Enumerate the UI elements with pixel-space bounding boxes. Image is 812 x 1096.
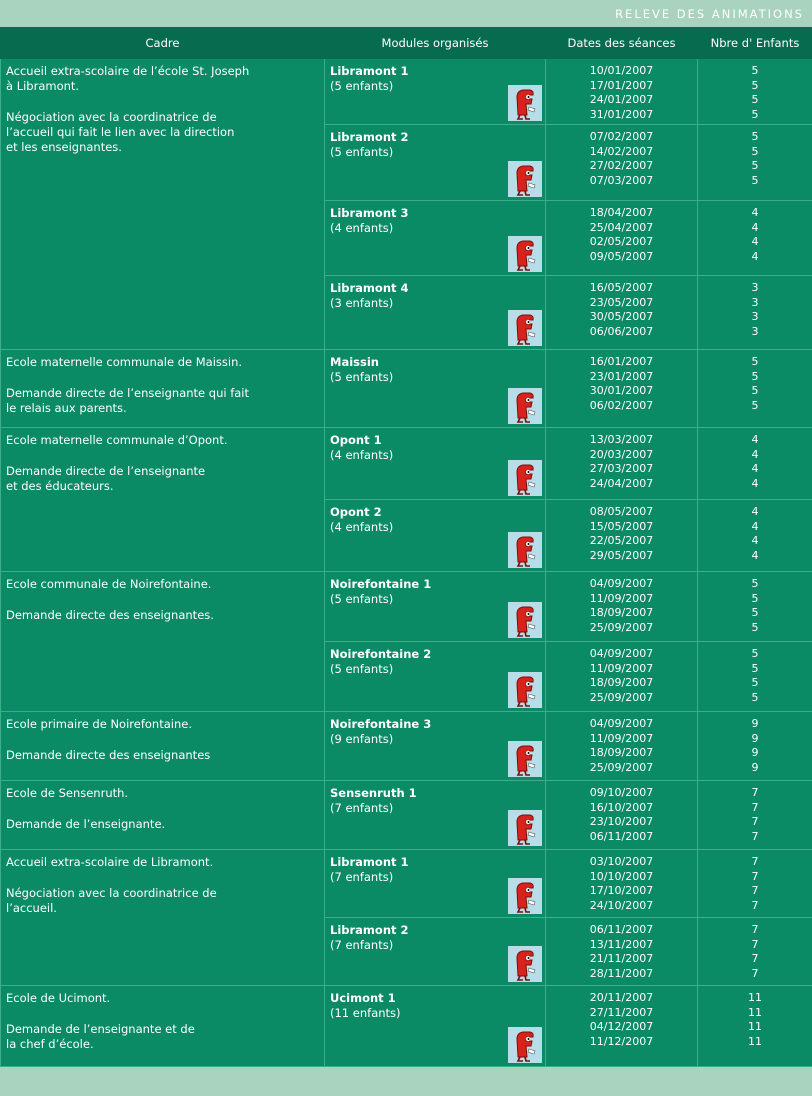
module-name: Libramont 1 <box>330 64 541 79</box>
cadre-text: Ecole de Ucimont. <box>6 991 320 1006</box>
dates-cell <box>546 642 698 712</box>
kids-count: 7 <box>698 899 812 914</box>
module-name: Ucimont 1 <box>330 991 541 1006</box>
kids-count: 7 <box>698 786 812 801</box>
session-date: 22/05/2007 <box>546 534 697 549</box>
kids-cell <box>698 850 812 918</box>
kids-count: 9 <box>698 746 812 761</box>
session-date: 25/09/2007 <box>546 621 697 636</box>
session-date: 15/05/2007 <box>546 520 697 535</box>
kids-count: 9 <box>698 761 812 776</box>
kids-count: 7 <box>698 830 812 845</box>
kids-count: 5 <box>698 384 812 399</box>
kids-cell <box>698 918 812 986</box>
module-cell <box>325 850 546 918</box>
kids-count: 7 <box>698 855 812 870</box>
module-name: Libramont 4 <box>330 281 541 296</box>
module-cell <box>325 642 546 712</box>
kids-count: 9 <box>698 717 812 732</box>
module-cell <box>325 350 546 428</box>
module-count: (5 enfants) <box>330 370 541 385</box>
session-date: 17/10/2007 <box>546 884 697 899</box>
table-row <box>1 781 812 850</box>
kids-count: 11 <box>698 991 812 1006</box>
module-cell <box>325 986 546 1067</box>
module-count: (11 enfants) <box>330 1006 541 1021</box>
session-date: 21/11/2007 <box>546 952 697 967</box>
module-name: Opont 2 <box>330 505 541 520</box>
session-date: 09/10/2007 <box>546 786 697 801</box>
session-date: 25/09/2007 <box>546 691 697 706</box>
col-header-cadre: Cadre <box>1 28 325 59</box>
red-character-icon <box>508 1027 542 1063</box>
dates-cell <box>546 350 698 428</box>
kids-count: 4 <box>698 477 812 492</box>
kids-count: 5 <box>698 676 812 691</box>
cadre-text: Ecole maternelle communale d’Opont. <box>6 433 320 448</box>
session-date: 20/11/2007 <box>546 991 697 1006</box>
kids-count: 7 <box>698 801 812 816</box>
module-count: (4 enfants) <box>330 448 541 463</box>
module-count: (5 enfants) <box>330 662 541 677</box>
module-name: Noirefontaine 1 <box>330 577 541 592</box>
kids-count: 4 <box>698 206 812 221</box>
cadre-cell <box>1 986 325 1067</box>
module-count: (5 enfants) <box>330 79 541 94</box>
kids-count: 7 <box>698 884 812 899</box>
kids-count: 5 <box>698 647 812 662</box>
module-count: (7 enfants) <box>330 801 541 816</box>
kids-count: 4 <box>698 505 812 520</box>
red-character-icon <box>508 741 542 777</box>
cadre-text: Demande directe des enseignantes <box>6 748 320 763</box>
session-date: 07/02/2007 <box>546 130 697 145</box>
cadre-text: Ecole de Sensenruth. <box>6 786 320 801</box>
session-date: 13/03/2007 <box>546 433 697 448</box>
session-date: 18/09/2007 <box>546 606 697 621</box>
session-date: 16/01/2007 <box>546 355 697 370</box>
kids-count: 7 <box>698 870 812 885</box>
module-name: Libramont 2 <box>330 130 541 145</box>
kids-count: 4 <box>698 221 812 236</box>
table-row <box>1 986 812 1067</box>
session-date: 20/03/2007 <box>546 448 697 463</box>
session-date: 14/02/2007 <box>546 145 697 160</box>
module-name: Libramont 3 <box>330 206 541 221</box>
cadre-text: Ecole maternelle communale de Maissin. <box>6 355 320 370</box>
col-header-enfants: Nbre d' Enfants <box>698 28 812 59</box>
kids-count: 5 <box>698 662 812 677</box>
session-date: 30/05/2007 <box>546 310 697 325</box>
session-date: 27/02/2007 <box>546 159 697 174</box>
kids-count: 5 <box>698 370 812 385</box>
kids-count: 11 <box>698 1020 812 1035</box>
session-date: 23/10/2007 <box>546 815 697 830</box>
header-bar <box>0 0 812 27</box>
session-date: 18/09/2007 <box>546 746 697 761</box>
table-row <box>1 350 812 428</box>
kids-cell <box>698 500 812 572</box>
kids-count: 5 <box>698 159 812 174</box>
kids-count: 4 <box>698 433 812 448</box>
kids-count: 5 <box>698 145 812 160</box>
kids-count: 11 <box>698 1035 812 1050</box>
dates-cell <box>546 59 698 125</box>
red-character-icon <box>508 310 542 346</box>
cadre-text: Demande de l’enseignante et de la chef d’école. <box>6 1022 320 1052</box>
table-body <box>1 59 812 1067</box>
dates-cell <box>546 201 698 276</box>
kids-cell <box>698 642 812 712</box>
session-date: 24/04/2007 <box>546 477 697 492</box>
kids-count: 3 <box>698 310 812 325</box>
cadre-cell <box>1 572 325 712</box>
red-character-icon <box>508 388 542 424</box>
dates-cell <box>546 850 698 918</box>
cadre-text: Demande directe de l’enseignante qui fait le relais aux parents. <box>6 386 320 416</box>
module-cell <box>325 572 546 642</box>
cadre-text: Accueil extra-scolaire de l’école St. Joseph à Libramont. <box>6 64 320 94</box>
cadre-text: Ecole communale de Noirefontaine. <box>6 577 320 592</box>
module-name: Libramont 1 <box>330 855 541 870</box>
module-count: (4 enfants) <box>330 520 541 535</box>
session-date: 10/01/2007 <box>546 64 697 79</box>
table-row <box>1 428 812 500</box>
module-name: Libramont 2 <box>330 923 541 938</box>
dates-cell <box>546 125 698 201</box>
dates-cell <box>546 276 698 350</box>
session-date: 18/09/2007 <box>546 676 697 691</box>
session-date: 11/09/2007 <box>546 592 697 607</box>
session-date: 23/01/2007 <box>546 370 697 385</box>
cadre-cell <box>1 428 325 572</box>
module-cell <box>325 428 546 500</box>
session-date: 06/11/2007 <box>546 923 697 938</box>
session-date: 13/11/2007 <box>546 938 697 953</box>
dates-cell <box>546 428 698 500</box>
module-cell <box>325 500 546 572</box>
kids-count: 5 <box>698 606 812 621</box>
kids-count: 4 <box>698 534 812 549</box>
session-date: 04/09/2007 <box>546 647 697 662</box>
red-character-icon <box>508 946 542 982</box>
red-character-icon <box>508 236 542 272</box>
kids-count: 4 <box>698 448 812 463</box>
kids-cell <box>698 350 812 428</box>
kids-count: 9 <box>698 732 812 747</box>
dates-cell <box>546 572 698 642</box>
module-count: (4 enfants) <box>330 221 541 236</box>
module-count: (5 enfants) <box>330 592 541 607</box>
kids-count: 11 <box>698 1006 812 1021</box>
session-date: 07/03/2007 <box>546 174 697 189</box>
kids-cell <box>698 125 812 201</box>
table-row <box>1 59 812 125</box>
module-name: Sensenruth 1 <box>330 786 541 801</box>
cadre-cell <box>1 781 325 850</box>
kids-count: 4 <box>698 462 812 477</box>
session-date: 04/12/2007 <box>546 1020 697 1035</box>
module-count: (7 enfants) <box>330 938 541 953</box>
module-cell <box>325 712 546 781</box>
kids-count: 7 <box>698 815 812 830</box>
kids-count: 5 <box>698 355 812 370</box>
session-date: 17/01/2007 <box>546 79 697 94</box>
session-date: 16/05/2007 <box>546 281 697 296</box>
session-date: 09/05/2007 <box>546 250 697 265</box>
module-count: (9 enfants) <box>330 732 541 747</box>
module-count: (7 enfants) <box>330 870 541 885</box>
module-cell <box>325 276 546 350</box>
kids-count: 4 <box>698 250 812 265</box>
session-date: 11/09/2007 <box>546 662 697 677</box>
session-date: 28/11/2007 <box>546 967 697 982</box>
session-date: 04/09/2007 <box>546 577 697 592</box>
kids-count: 5 <box>698 592 812 607</box>
session-date: 16/10/2007 <box>546 801 697 816</box>
session-date: 06/06/2007 <box>546 325 697 340</box>
kids-count: 3 <box>698 281 812 296</box>
kids-count: 4 <box>698 235 812 250</box>
col-header-modules: Modules organisés <box>325 28 546 59</box>
red-character-icon <box>508 602 542 638</box>
dates-cell <box>546 781 698 850</box>
session-date: 25/04/2007 <box>546 221 697 236</box>
kids-count: 4 <box>698 549 812 564</box>
kids-cell <box>698 201 812 276</box>
red-character-icon <box>508 672 542 708</box>
table-row <box>1 850 812 918</box>
module-cell <box>325 59 546 125</box>
dates-cell <box>546 986 698 1067</box>
table-header-row <box>1 28 812 59</box>
red-character-icon <box>508 460 542 496</box>
session-date: 25/09/2007 <box>546 761 697 776</box>
module-cell <box>325 918 546 986</box>
cadre-cell <box>1 712 325 781</box>
cadre-text: Demande directe des enseignantes. <box>6 608 320 623</box>
session-date: 24/10/2007 <box>546 899 697 914</box>
cadre-cell <box>1 850 325 986</box>
kids-count: 4 <box>698 520 812 535</box>
session-date: 27/03/2007 <box>546 462 697 477</box>
kids-cell <box>698 712 812 781</box>
red-character-icon <box>508 810 542 846</box>
module-count: (3 enfants) <box>330 296 541 311</box>
session-date: 31/01/2007 <box>546 108 697 123</box>
session-date: 24/01/2007 <box>546 93 697 108</box>
dates-cell <box>546 500 698 572</box>
module-name: Noirefontaine 3 <box>330 717 541 732</box>
kids-count: 7 <box>698 923 812 938</box>
kids-count: 3 <box>698 325 812 340</box>
session-date: 27/11/2007 <box>546 1006 697 1021</box>
kids-count: 5 <box>698 130 812 145</box>
kids-count: 5 <box>698 621 812 636</box>
red-character-icon <box>508 878 542 914</box>
kids-count: 5 <box>698 691 812 706</box>
session-date: 11/12/2007 <box>546 1035 697 1050</box>
session-date: 18/04/2007 <box>546 206 697 221</box>
kids-count: 5 <box>698 399 812 414</box>
session-date: 11/09/2007 <box>546 732 697 747</box>
module-name: Maissin <box>330 355 541 370</box>
module-name: Noirefontaine 2 <box>330 647 541 662</box>
kids-cell <box>698 59 812 125</box>
session-date: 02/05/2007 <box>546 235 697 250</box>
kids-count: 5 <box>698 93 812 108</box>
session-date: 23/05/2007 <box>546 296 697 311</box>
cadre-text: Négociation avec la coordinatrice de l’accueil qui fait le lien avec la direction et les enseignantes. <box>6 110 320 155</box>
cadre-text: Ecole primaire de Noirefontaine. <box>6 717 320 732</box>
red-character-icon <box>508 532 542 568</box>
session-date: 29/05/2007 <box>546 549 697 564</box>
session-date: 06/02/2007 <box>546 399 697 414</box>
session-date: 06/11/2007 <box>546 830 697 845</box>
kids-count: 5 <box>698 174 812 189</box>
kids-count: 7 <box>698 967 812 982</box>
module-cell <box>325 781 546 850</box>
kids-count: 5 <box>698 79 812 94</box>
session-date: 04/09/2007 <box>546 717 697 732</box>
session-date: 08/05/2007 <box>546 505 697 520</box>
cadre-cell <box>1 59 325 350</box>
kids-cell <box>698 276 812 350</box>
red-character-icon <box>508 85 542 121</box>
module-cell <box>325 125 546 201</box>
kids-count: 5 <box>698 577 812 592</box>
session-date: 30/01/2007 <box>546 384 697 399</box>
kids-cell <box>698 572 812 642</box>
page-title: RELEVE DES ANIMATIONS <box>615 7 804 21</box>
kids-count: 7 <box>698 952 812 967</box>
kids-count: 5 <box>698 108 812 123</box>
table-row <box>1 572 812 642</box>
kids-cell <box>698 781 812 850</box>
kids-count: 5 <box>698 64 812 79</box>
module-count: (5 enfants) <box>330 145 541 160</box>
footer-bar <box>0 1067 812 1096</box>
cadre-cell <box>1 350 325 428</box>
kids-cell <box>698 428 812 500</box>
session-date: 10/10/2007 <box>546 870 697 885</box>
dates-cell <box>546 712 698 781</box>
table-row <box>1 712 812 781</box>
cadre-text: Demande de l’enseignante. <box>6 817 320 832</box>
dates-cell <box>546 918 698 986</box>
module-cell <box>325 201 546 276</box>
kids-cell <box>698 986 812 1067</box>
kids-count: 3 <box>698 296 812 311</box>
col-header-dates: Dates des séances <box>546 28 698 59</box>
red-character-icon <box>508 161 542 197</box>
cadre-text: Négociation avec la coordinatrice de l’accueil. <box>6 886 320 916</box>
cadre-text: Accueil extra-scolaire de Libramont. <box>6 855 320 870</box>
cadre-text: Demande directe de l’enseignante et des éducateurs. <box>6 464 320 494</box>
module-name: Opont 1 <box>330 433 541 448</box>
session-date: 03/10/2007 <box>546 855 697 870</box>
animations-table <box>0 27 812 1067</box>
kids-count: 7 <box>698 938 812 953</box>
